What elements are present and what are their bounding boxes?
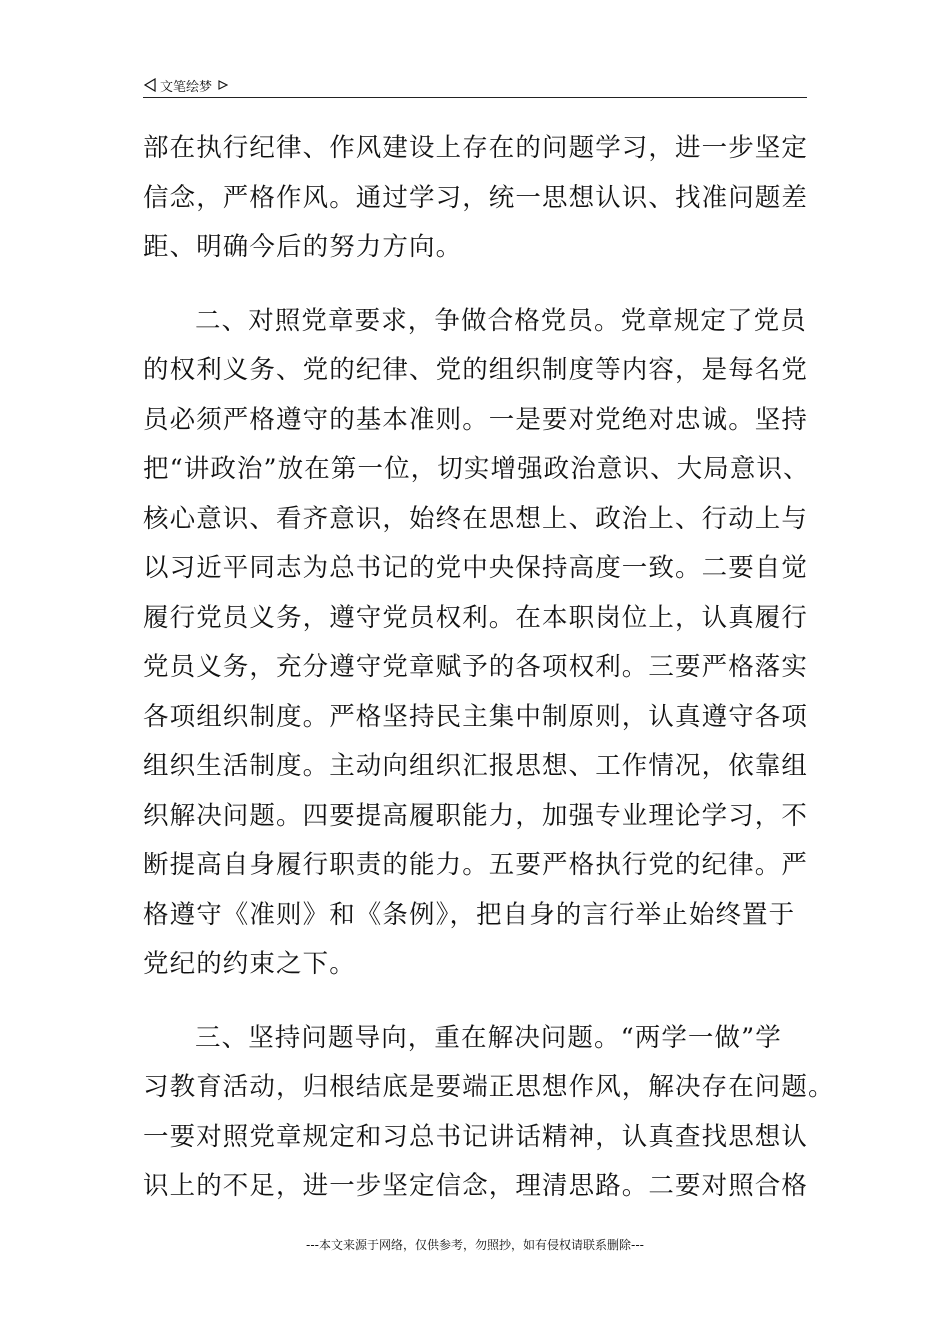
paragraph [143,297,843,990]
paragraph [143,124,843,273]
document-body [143,124,843,1212]
text-line: 断提高自身履行职责的能力。五要严格执行党的纪律。严 [143,850,809,880]
text-line: 的权利义务、党的纪律、党的组织制度等内容，是每名党 [143,355,809,385]
text-line: 党员义务，充分遵守党章赋予的各项权利。三要严格落实 [143,652,809,682]
text-line: 组织生活制度。主动向组织汇报思想、工作情况，依靠组 [143,751,809,781]
paragraph [143,1014,843,1212]
text-line: 织解决问题。四要提高履职能力，加强专业理论学习，不 [143,800,809,831]
paragraph-spacer [143,990,843,1014]
triangle-right-icon [218,80,228,90]
text-line: 以习近平同志为总书记的党中央保持高度一致。二要自觉 [143,553,809,583]
text-line: 部在执行纪律、作风建设上存在的问题学习，进一步坚定 [143,133,809,163]
text-line: 各项组织制度。严格坚持民主集中制原则，认真遵守各项 [143,701,809,732]
text-line: 履行党员义务，遵守党员权利。在本职岗位上，认真履行 [143,602,809,633]
header-divider [143,97,807,98]
page-footer: ---本文来源于网络，仅供参考，勿照抄，如有侵权请联系删除--- [306,1238,644,1252]
text-line: 三、坚持问题导向，重在解决问题。“两学一做”学 [195,1022,782,1053]
text-line: 把“讲政治”放在第一位，切实增强政治意识、大局意识、 [143,454,810,484]
text-line: 一要对照党章规定和习总书记讲话精神，认真查找思想认 [143,1121,809,1152]
text-line: 员必须严格遵守的基本准则。一是要对党绝对忠诚。坚持 [143,404,809,435]
text-line: 格遵守《准则》和《条例》，把自身的言行举止始终置于 [143,899,796,930]
triangle-left-icon [143,78,157,92]
header-title: 文笔绘梦 [160,79,213,95]
text-line: 二、对照党章要求，争做合格党员。党章规定了党员 [195,305,807,336]
text-line: 核心意识、看齐意识，始终在思想上、政治上、行动上与 [143,503,809,534]
text-line: 识上的不足，进一步坚定信念，理清思路。二要对照合格 [143,1171,809,1201]
text-line: 党纪的约束之下。 [143,949,356,979]
text-line: 习教育活动，归根结底是要端正思想作风，解决存在问题。 [143,1072,835,1102]
text-line: 信念，严格作风。通过学习，统一思想认识、找准问题差 [143,182,809,213]
text-line: 距、明确今后的努力方向。 [143,232,463,262]
paragraph-spacer [143,273,843,297]
page-header [143,74,807,96]
